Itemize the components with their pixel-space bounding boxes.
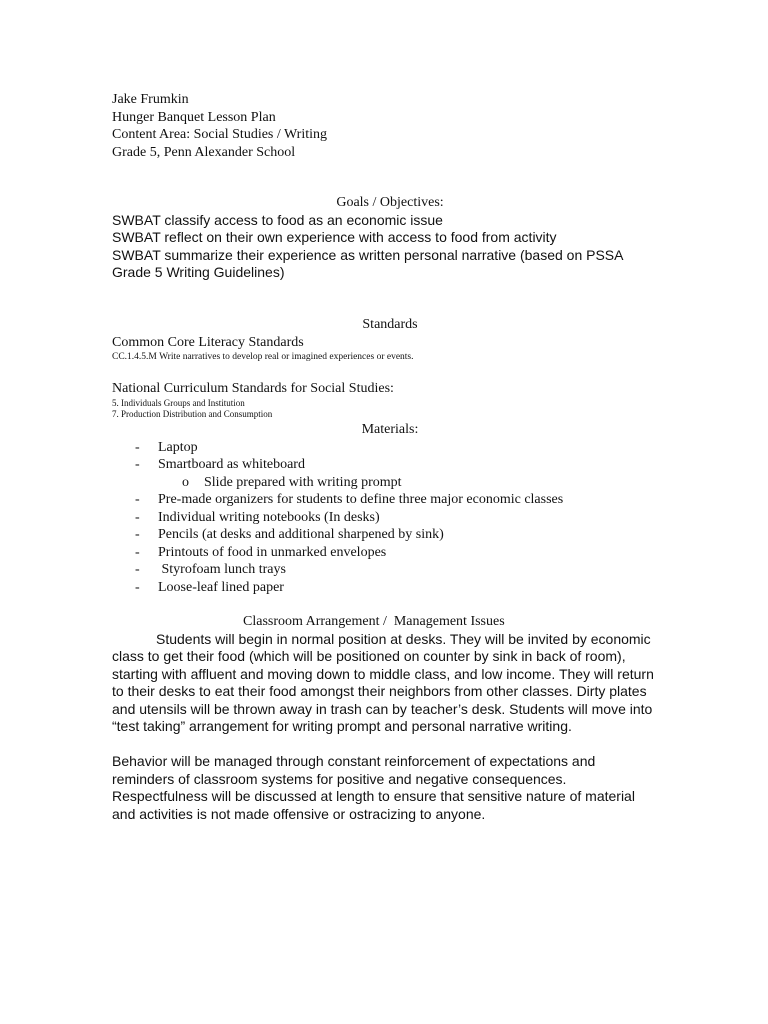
dash-bullet: - <box>135 527 140 542</box>
materials-section <box>112 421 668 596</box>
content-area: Content Area: Social Studies / Writing <box>112 127 327 142</box>
lesson-title: Hunger Banquet Lesson Plan <box>112 109 276 125</box>
goals-section <box>112 194 668 282</box>
goal-item-3: SWBAT summarize their experience as written personal narrative (based on PSSA Grade 5 Writing Guidelines) <box>112 246 623 280</box>
list-item: - Printouts of food in unmarked envelopes <box>135 544 387 560</box>
list-item: - Pre-made organizers for students to define three major economic classes <box>135 492 564 507</box>
list-item: - Individual writing notebooks (In desks) <box>135 509 380 525</box>
list-item: - Smartboard as whiteboard <box>135 457 305 472</box>
arrangement-heading: Classroom Arrangement / Management Issues <box>243 614 505 629</box>
dash-bullet: - <box>135 492 140 507</box>
list-item: - Loose-leaf lined paper <box>135 579 284 595</box>
author-name: Jake Frumkin <box>112 92 189 107</box>
dash-bullet: - <box>135 579 140 595</box>
arrangement-section <box>112 613 668 736</box>
common-core-heading: Common Core Literacy Standards <box>112 334 304 350</box>
social-studies-heading: National Curriculum Standards for Social Studies: <box>112 381 394 396</box>
social-studies-item-1: 5. Individuals Groups and Institution <box>112 397 245 408</box>
list-item: - Laptop <box>135 439 198 455</box>
behavior-section <box>112 753 668 823</box>
materials-list <box>112 439 668 597</box>
list-item: - Styrofoam lunch trays <box>135 562 286 577</box>
grade-school: Grade 5, Penn Alexander School <box>112 144 296 160</box>
goal-item-1: SWBAT classify access to food as an economic issue <box>112 211 443 228</box>
arrangement-paragraph-1: Students will begin in normal position at desks. They will be invited by economic class to get their food (which will be positioned on counter by sink in back of room), starting with affluent and moving down to middle class, and low income. They will return to their desks to eat their food amongst their neighbors from other classes. Dirty plates and utensils will be thrown away in trash can by teacher’s desk. Students will move into “test taking” arrangement for writing prompt and personal narrative writing. <box>112 630 654 734</box>
goal-item-2: SWBAT reflect on their own experience with access to food from activity <box>112 229 557 245</box>
common-core-item: CC.1.4.5.M Write narratives to develop real or imagined experiences or events. <box>112 352 414 362</box>
list-item: - Pencils (at desks and additional sharpened by sink) <box>135 527 444 542</box>
sub-bullet: o <box>182 474 189 490</box>
goals-heading: Goals / Objectives: <box>336 195 444 210</box>
dash-bullet: - <box>135 562 140 577</box>
dash-bullet: - <box>135 457 140 472</box>
standards-section <box>112 316 668 363</box>
dash-bullet: - <box>135 544 140 560</box>
materials-heading: Materials: <box>361 422 419 437</box>
social-studies-item-2: 7. Production Distribution and Consumption <box>112 408 273 419</box>
dash-bullet: - <box>135 439 140 455</box>
dash-bullet: - <box>135 509 140 525</box>
arrangement-paragraph-2: Behavior will be managed through constant reinforcement of expectations and reminders of classroom systems for positive and negative consequences. Respectfulness will be discussed at length to ensure that sensitive nature of material and activities is not made offensive or ostracizing to anyone. <box>112 753 635 822</box>
header-block <box>112 91 668 161</box>
list-item: o Slide prepared with writing prompt <box>182 474 402 490</box>
social-studies-standards <box>112 380 668 420</box>
standards-heading: Standards <box>362 317 418 332</box>
